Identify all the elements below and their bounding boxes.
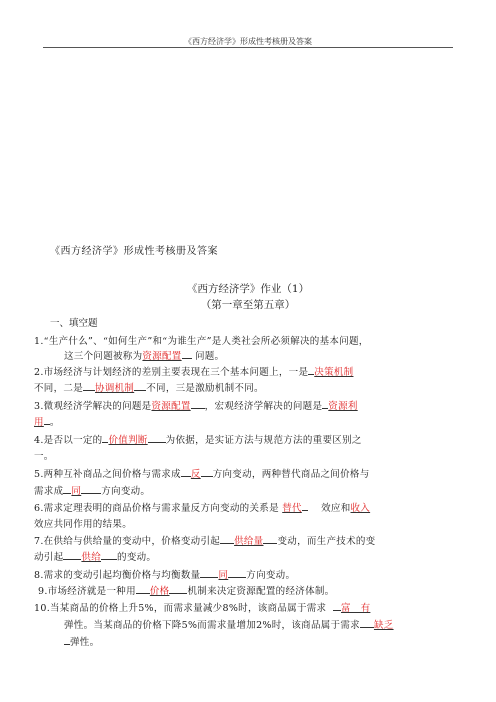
question-7-line-2: 动引起 供给 的变动。 (34, 549, 156, 563)
header-rule (43, 47, 453, 48)
question-2-line-2: 不同，二是 协调机制 不同，三是激励机制不同。 (34, 380, 264, 394)
answer-blank: 价值判断 (108, 435, 148, 446)
question-9-line: 9.市场经济就是一种用 价格 机制来决定资源配置的经济体制。 (38, 583, 335, 597)
answer-blank: 资源配置 (142, 351, 182, 362)
question-6-line-2: 效应共同作用的结果。 (34, 519, 133, 530)
page-header: 《西方经济学》形成性考核册及答案 (184, 37, 312, 46)
question-3-line-1: 3.微观经济学解决的问题是资源配置 ，宏观经济学解决的问题是 资源利 (34, 398, 358, 412)
document-title: 《西方经济学》形成性考核册及答案 (50, 246, 218, 257)
question-8-line: 8.需求的变动引起均衡价格与均衡数量 同 方向变动。 (34, 567, 295, 581)
question-10-line-3: 弹性。 (64, 634, 99, 648)
answer-blank: 协调机制 (95, 383, 135, 394)
answer-blank: 同 (218, 570, 229, 581)
question-6-line-1: 6.需求定理表明的商品价格与需求量反方向变动的关系是 替代 效应和收入 (34, 500, 370, 514)
answer-blank: 缺乏 (373, 620, 394, 631)
question-4-line-2: 一。 (34, 451, 54, 462)
section-heading: 一、填空题 (50, 318, 98, 329)
question-1-line-1: 1.“生产什么”、“如何生产”和“为谁生产”是人类社会所必须解决的基本问题， (34, 336, 369, 347)
question-5-line-2: 需求成 同 方向变动。 (34, 483, 150, 497)
answer-blank: 资源利 (328, 401, 358, 412)
answer-blank: 资源配置 (151, 401, 191, 412)
question-10-line-2: 弹性。当某商品的价格下降5%而需求量增加2%时，该商品属于需求 缺乏 (64, 617, 394, 631)
answer-blank: 反 (190, 469, 201, 480)
question-7-line-1: 7.在供给与供给量的变动中，价格变动引起 供给量 变动，而生产技术的变 (34, 533, 376, 547)
answer-blank: 供给 (81, 552, 102, 563)
question-4-line-1: 4.是否以一定的 价值判断 为依据，是实证方法与规范方法的重要区别之 (34, 432, 362, 446)
question-1-line-2: 这三个问题被称为资源配置 问题。 (64, 348, 224, 362)
answer-blank: 同 (71, 486, 82, 497)
homework-subtitle: （第一章至第五章） (200, 299, 296, 311)
question-5-line-1: 5.两种互补商品之间价格与需求成 反 方向变动，两种替代商品之间价格与 (34, 466, 370, 480)
answer-blank: 供给量 (234, 536, 264, 547)
answer-blank: 富 有 (341, 603, 371, 614)
answer-blank: 用 (34, 417, 44, 428)
answer-blank: 替代 (282, 503, 302, 514)
question-10-line-1: 10.当某商品的价格上升5%，而需求量减少8%时，该商品属于需求 富 有 (34, 600, 370, 614)
answer-blank: 收入 (350, 503, 371, 514)
answer-blank: 决策机制 (314, 367, 354, 378)
answer-blank: 价格 (149, 586, 170, 597)
question-3-line-2: 用 。 (34, 414, 60, 428)
homework-title: 《西方经济学》作业（1） (186, 283, 310, 295)
question-2-line-1: 2.市场经济与计划经济的差别主要表现在三个基本问题上，一是 决策机制 (34, 364, 353, 378)
